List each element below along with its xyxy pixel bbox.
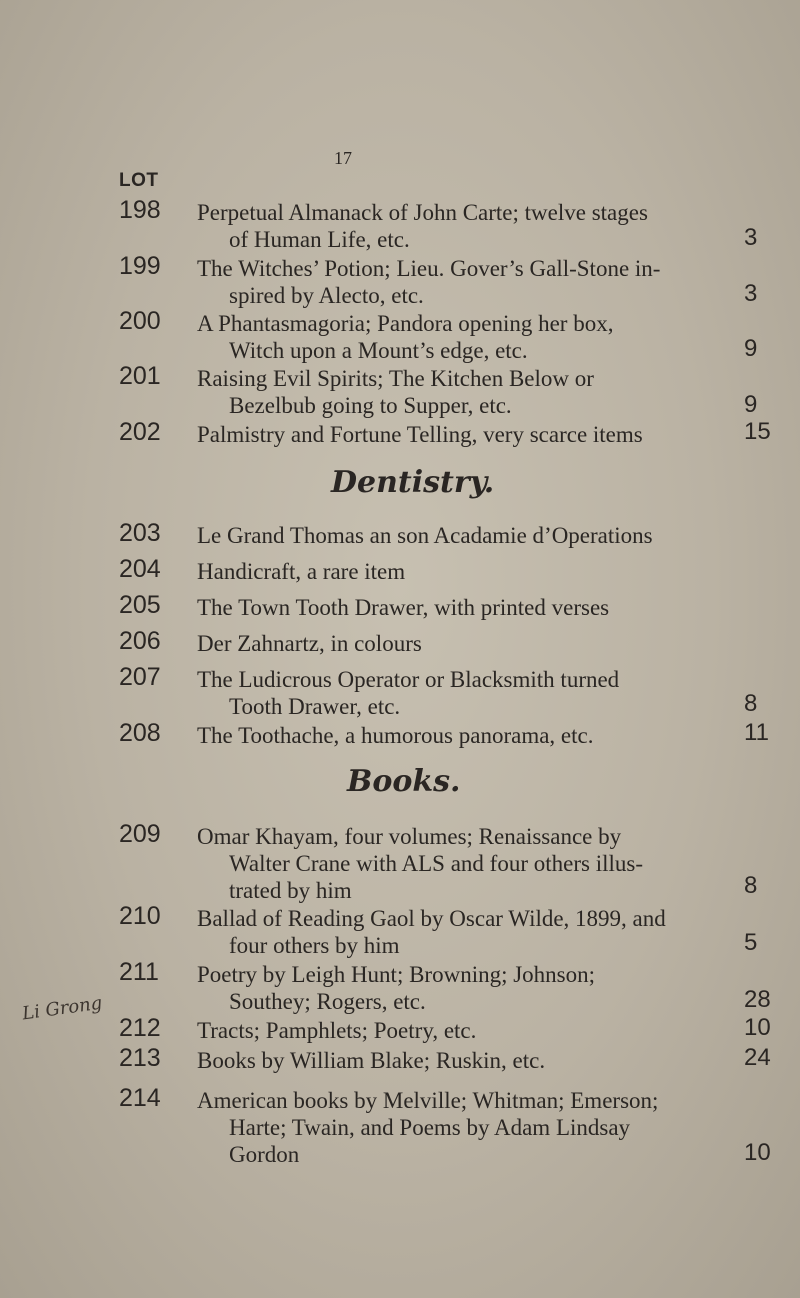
section-heading-dentistry: Dentistry. xyxy=(331,465,495,500)
section-heading-books: Books. xyxy=(347,764,461,799)
lot-number: 198 xyxy=(119,196,161,224)
lot-number: 205 xyxy=(119,591,161,619)
price: 10 xyxy=(744,1014,771,1041)
lot-description xyxy=(197,666,737,720)
lot-number: 202 xyxy=(119,418,161,446)
lot-description xyxy=(197,594,737,621)
description-line: Southey; Rogers, etc. xyxy=(229,989,426,1014)
lot-description xyxy=(197,823,737,904)
description-line: Perpetual Almanack of John Carte; twelve stages xyxy=(197,200,648,225)
price: 11 xyxy=(744,719,769,746)
lot-number: 201 xyxy=(119,362,161,390)
description-line: trated by him xyxy=(229,878,352,903)
lot-description xyxy=(197,630,737,657)
lot-description xyxy=(197,421,737,448)
price: 28 xyxy=(744,986,771,1013)
lot-description xyxy=(197,722,737,749)
lot-description xyxy=(197,365,737,419)
handwritten-margin-note: Li Grong xyxy=(20,992,104,1025)
lot-number: 199 xyxy=(119,252,161,280)
price: 24 xyxy=(744,1044,771,1071)
lot-number: 211 xyxy=(119,958,159,986)
lot-description xyxy=(197,310,737,364)
description-line: Raising Evil Spirits; The Kitchen Below or xyxy=(197,366,594,391)
price: 10 xyxy=(744,1139,771,1166)
price: 8 xyxy=(744,872,758,899)
price: 9 xyxy=(744,391,758,418)
description-line: American books by Melville; Whitman; Emerson; xyxy=(197,1088,659,1113)
price: 5 xyxy=(744,929,758,956)
description-line: Tooth Drawer, etc. xyxy=(229,694,401,719)
description-line: Harte; Twain, and Poems by Adam Lindsay xyxy=(229,1115,631,1140)
lot-description xyxy=(197,1087,737,1168)
description-line: Witch upon a Mount’s edge, etc. xyxy=(229,338,528,363)
lot-number: 204 xyxy=(119,555,161,583)
description-line: The Ludicrous Operator or Blacksmith turned xyxy=(197,667,620,692)
description-line: The Witches’ Potion; Lieu. Gover’s Gall-Stone in- xyxy=(197,256,661,281)
description-line: Handicraft, a rare item xyxy=(197,559,406,584)
description-line: Omar Khayam, four volumes; Renaissance by xyxy=(197,824,622,849)
description-line: Palmistry and Fortune Telling, very scarce items xyxy=(197,422,643,447)
description-line: Der Zahnartz, in colours xyxy=(197,631,422,656)
description-line: of Human Life, etc. xyxy=(229,227,410,252)
description-line: The Toothache, a humorous panorama, etc. xyxy=(197,723,594,748)
lot-number: 214 xyxy=(119,1084,161,1112)
description-line: Ballad of Reading Gaol by Oscar Wilde, 1899, and xyxy=(197,906,666,931)
description-line: Tracts; Pamphlets; Poetry, etc. xyxy=(197,1018,477,1043)
lot-description xyxy=(197,558,737,585)
price: 3 xyxy=(744,224,758,251)
description-line: The Town Tooth Drawer, with printed verses xyxy=(197,595,610,620)
lot-number: 212 xyxy=(119,1014,161,1042)
description-line: four others by him xyxy=(229,933,400,958)
description-line: Gordon xyxy=(229,1142,300,1167)
lot-number: 209 xyxy=(119,820,161,848)
price: 15 xyxy=(744,418,771,445)
lot-number: 203 xyxy=(119,519,161,547)
description-line: Le Grand Thomas an son Acadamie d’Operations xyxy=(197,523,653,548)
lot-description xyxy=(197,199,737,253)
description-line: Walter Crane with ALS and four others illus- xyxy=(229,851,643,876)
description-line: A Phantasmagoria; Pandora opening her box, xyxy=(197,311,614,336)
description-line: Books by William Blake; Ruskin, etc. xyxy=(197,1048,546,1073)
lot-number: 208 xyxy=(119,719,161,747)
description-line: Poetry by Leigh Hunt; Browning; Johnson; xyxy=(197,962,596,987)
page-number: 17 xyxy=(334,148,352,168)
lot-description xyxy=(197,905,737,959)
lot-description xyxy=(197,522,737,549)
lot-description xyxy=(197,1017,737,1044)
lot-number: 210 xyxy=(119,902,161,930)
lot-number: 200 xyxy=(119,307,161,335)
lot-number: 206 xyxy=(119,627,161,655)
lot-description xyxy=(197,1047,737,1074)
lot-number: 207 xyxy=(119,663,161,691)
lot-number: 213 xyxy=(119,1044,161,1072)
price: 9 xyxy=(744,335,758,362)
price: 3 xyxy=(744,280,758,307)
price: 8 xyxy=(744,690,758,717)
description-line: spired by Alecto, etc. xyxy=(229,283,424,308)
lot-column-header: LOT xyxy=(119,170,159,191)
lot-description xyxy=(197,255,737,309)
lot-description xyxy=(197,961,737,1015)
description-line: Bezelbub going to Supper, etc. xyxy=(229,393,512,418)
